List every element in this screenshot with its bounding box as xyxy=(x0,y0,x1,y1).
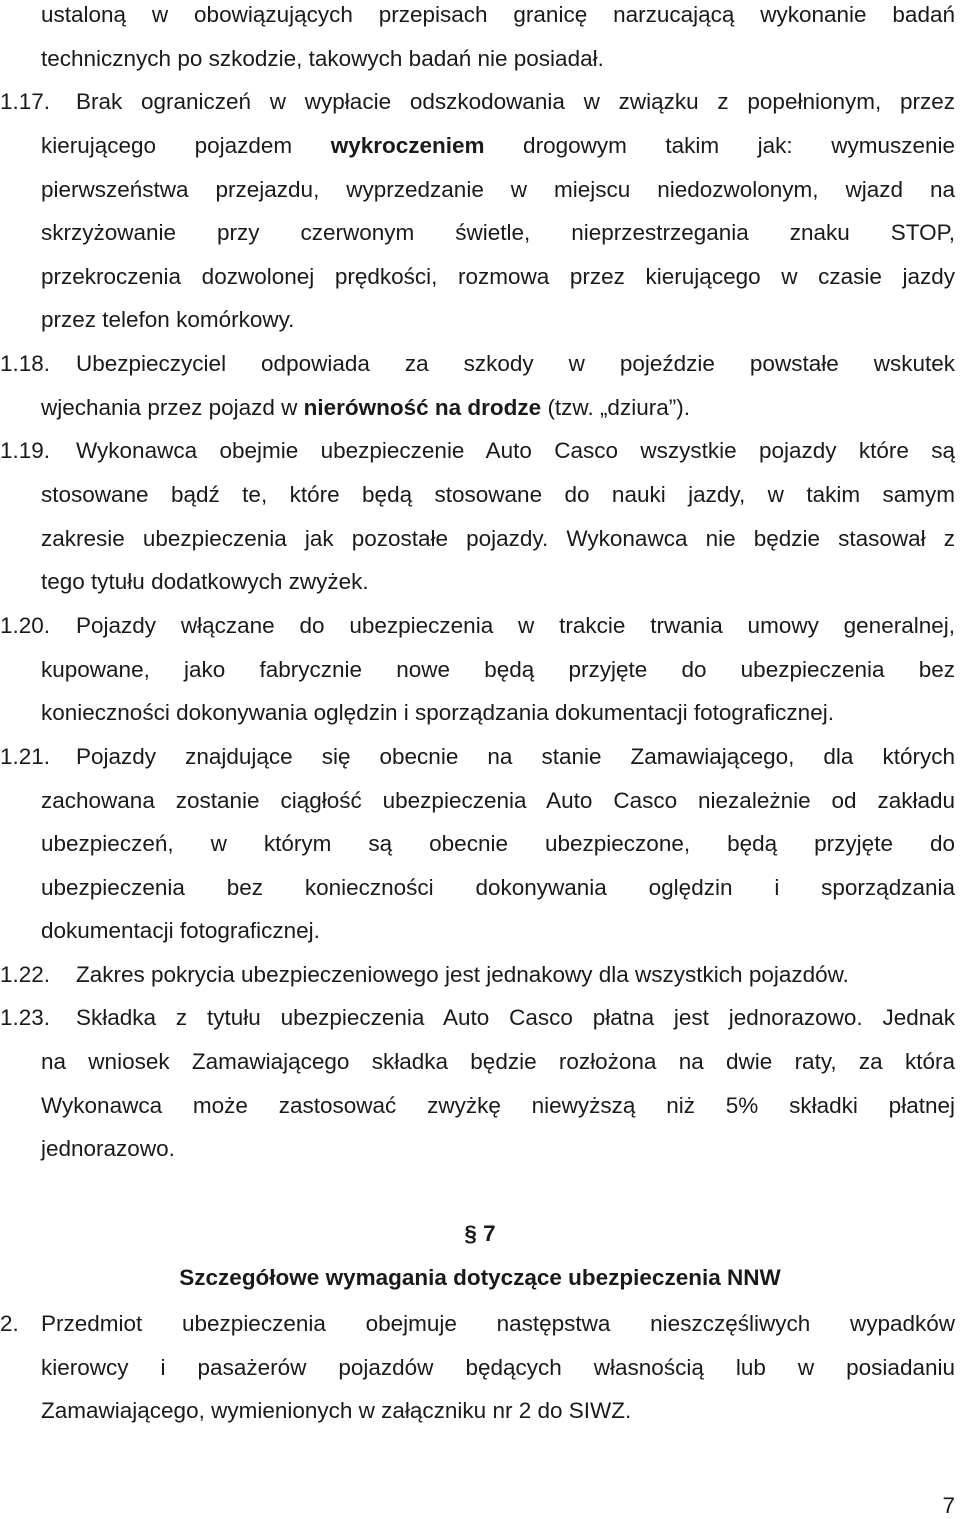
text-line xyxy=(41,131,955,161)
text-line: przekroczenia dozwolonej prędkości, rozmowa przez kierującego w czasie jazdy xyxy=(41,264,955,289)
text-line: Zamawiającego, wymienionych w załączniku nr 2 do SIWZ. xyxy=(41,1398,632,1423)
text-line: stosowane bądź te, które będą stosowane do nauki jazdy, w takim samym xyxy=(41,482,955,507)
section-title: Szczegółowe wymagania dotyczące ubezpieczenia NNW xyxy=(179,1265,781,1290)
section-symbol: § 7 xyxy=(464,1221,496,1246)
text-run: drogowym takim jak: wymuszenie xyxy=(484,133,956,158)
text-line: zakresie ubezpieczenia jak pozostałe pojazdy. Wykonawca nie będzie stasował z xyxy=(41,526,955,551)
text-run: kierującego pojazdem xyxy=(41,133,331,158)
text-line: ubezpieczeń, w którym są obecnie ubezpieczone, będą przyjęte do xyxy=(41,831,955,856)
paragraph-number: 1.21. xyxy=(0,744,51,769)
paragraph-number: 1.17. xyxy=(0,89,51,114)
paragraph-number: 1.20. xyxy=(0,613,51,638)
text-line: ubezpieczenia bez konieczności dokonywania oględzin i sporządzania xyxy=(41,875,955,900)
text-run: (tzw. „dziura”). xyxy=(541,395,690,420)
paragraph-number: 1.18. xyxy=(0,351,51,376)
text-line: ustaloną w obowiązujących przepisach granicę narzucającą wykonanie badań xyxy=(41,2,955,27)
text-line: jednorazowo. xyxy=(41,1136,175,1161)
text-line: Pojazdy włączane do ubezpieczenia w trakcie trwania umowy generalnej, xyxy=(76,613,955,638)
text-line: Pojazdy znajdujące się obecnie na stanie Zamawiającego, dla których xyxy=(76,744,955,769)
text-line: Brak ograniczeń w wypłacie odszkodowania w związku z popełnionym, przez xyxy=(76,89,955,114)
text-line xyxy=(41,393,955,423)
text-line: Zakres pokrycia ubezpieczeniowego jest jednakowy dla wszystkich pojazdów. xyxy=(76,962,849,987)
text-line: Wykonawca może zastosować zwyżkę niewyższą niż 5% składki płatnej xyxy=(41,1093,955,1118)
paragraph-number: 2. xyxy=(0,1311,19,1336)
text-run: wjechania przez pojazd w xyxy=(41,395,304,420)
page-number: 7 xyxy=(942,1493,955,1518)
text-line: Składka z tytułu ubezpieczenia Auto Casco płatna jest jednorazowo. Jednak xyxy=(76,1005,955,1030)
paragraph-number: 1.23. xyxy=(0,1005,51,1030)
text-line: tego tytułu dodatkowych zwyżek. xyxy=(41,569,369,594)
text-line: technicznych po szkodzie, takowych badań nie posiadał. xyxy=(41,46,604,71)
paragraph-number: 1.19. xyxy=(0,438,51,463)
text-line: kierowcy i pasażerów pojazdów będących własnością lub w posiadaniu xyxy=(41,1355,955,1380)
text-line: Przedmiot ubezpieczenia obejmuje następstwa nieszczęśliwych wypadków xyxy=(41,1311,955,1336)
text-line: Wykonawca obejmie ubezpieczenie Auto Casco wszystkie pojazdy które są xyxy=(76,438,955,463)
text-line: skrzyżowanie przy czerwonym świetle, nieprzestrzegania znaku STOP, xyxy=(41,220,955,245)
bold-term: wykroczeniem xyxy=(330,133,485,158)
text-line: na wniosek Zamawiającego składka będzie rozłożona na dwie raty, za która xyxy=(41,1049,955,1074)
text-line: pierwszeństwa przejazdu, wyprzedzanie w miejscu niedozwolonym, wjazd na xyxy=(41,177,955,202)
text-line: dokumentacji fotograficznej. xyxy=(41,918,320,943)
text-line: zachowana zostanie ciągłość ubezpieczenia Auto Casco niezależnie od zakładu xyxy=(41,788,955,813)
text-line: konieczności dokonywania oględzin i sporządzania dokumentacji fotograficznej. xyxy=(41,700,834,725)
text-line: kupowane, jako fabrycznie nowe będą przyjęte do ubezpieczenia bez xyxy=(41,657,955,682)
bold-term: nierówność na drodze xyxy=(303,395,542,420)
text-line: przez telefon komórkowy. xyxy=(41,307,295,332)
paragraph-number: 1.22. xyxy=(0,962,51,987)
text-line: Ubezpieczyciel odpowiada za szkody w pojeździe powstałe wskutek xyxy=(76,351,955,376)
